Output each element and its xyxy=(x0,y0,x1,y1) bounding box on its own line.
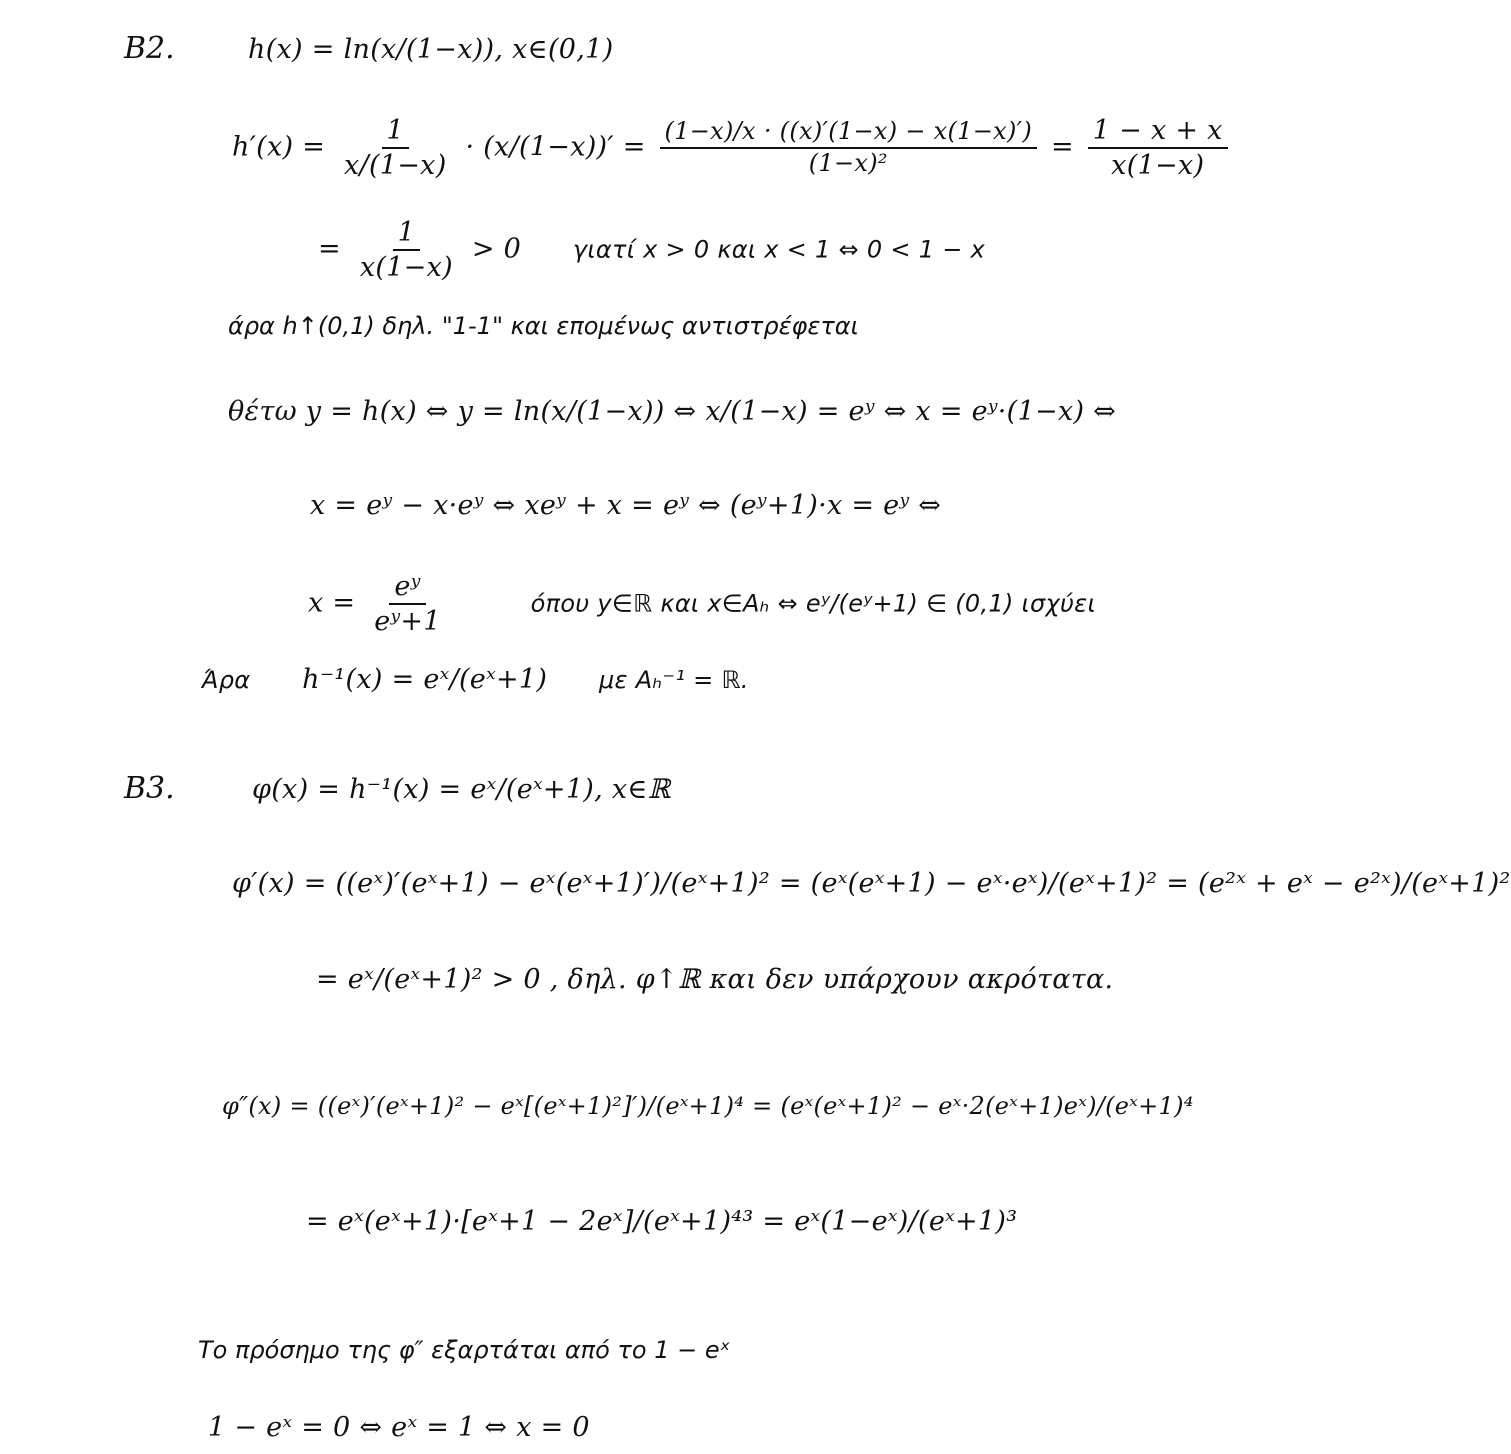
b2-inverse-x-left: x = xyxy=(308,587,356,619)
b2-derivative-factor-denominator: x/(1−x) xyxy=(344,150,447,182)
b2-simplified-line xyxy=(318,218,985,282)
b2-derivative-line xyxy=(232,116,1233,180)
b2-simplified-prefix: = xyxy=(318,233,341,265)
b2-simplified-suffix: > 0 xyxy=(471,233,522,265)
b2-derivative-factor-numerator: 1 xyxy=(382,116,409,149)
b2-definition: h(x) = ln(x/(1−x)), x∈(0,1) xyxy=(248,34,614,65)
b2-result-formula: h⁻¹(x) = eˣ/(eˣ+1) xyxy=(302,664,548,695)
b2-derivative-result-fraction xyxy=(1088,116,1228,180)
b2-derivative-left: h′(x) = xyxy=(232,131,326,163)
b3-label: B3. xyxy=(124,771,175,806)
b2-inverse-x-numerator: eʸ xyxy=(389,572,425,605)
b3-second-derivative-1: φ″(x) = ((eˣ)′(eˣ+1)² − eˣ[(eˣ+1)²]′)/(eˣ+1)⁴ = (eˣ(eˣ+1)² − eˣ·2(eˣ+1)eˣ)/(eˣ+1)⁴ xyxy=(222,1092,1194,1120)
b2-inverse-x-denominator: eʸ+1 xyxy=(374,606,441,638)
b2-simplified-numerator: 1 xyxy=(393,218,420,251)
b3-definition: φ(x) = h⁻¹(x) = eˣ/(eˣ+1), x∈ℝ xyxy=(252,774,671,805)
b2-derivative-result-denominator: x(1−x) xyxy=(1111,150,1205,182)
b3-sign-text: Το πρόσημο της φ″ εξαρτάται από το 1 − eˣ xyxy=(198,1336,731,1364)
b2-derivative-middle: · (x/(1−x))′ = xyxy=(465,131,646,163)
b2-inverse-x-fraction xyxy=(369,572,446,636)
b2-result-line xyxy=(202,666,749,693)
b2-simplified-denominator: x(1−x) xyxy=(359,252,453,284)
b2-inverse-x-line xyxy=(308,572,1096,636)
b2-domain-condition: όπου y∈ℝ και x∈Aₕ ⇔ eʸ/(eʸ+1) ∈ (0,1) ισχύει xyxy=(530,589,1096,618)
b2-derivative-result-numerator: 1 − x + x xyxy=(1088,116,1228,149)
b2-inverse-setup: θέτω y = h(x) ⇔ y = ln(x/(1−x)) ⇔ x/(1−x) = eʸ ⇔ x = eʸ·(1−x) ⇔ xyxy=(228,396,1117,427)
b2-derivative-chain-denominator: (1−x)² xyxy=(808,149,888,178)
b2-derivative-chain-numerator: (1−x)/x · ((x)′(1−x) − x(1−x)′) xyxy=(660,119,1038,149)
b2-result-prefix: Άρα xyxy=(202,666,251,694)
b2-monotonicity: άρα h↑(0,1) δηλ. "1-1" και επομένως αντιστρέφεται xyxy=(228,312,859,340)
b2-simplified-fraction xyxy=(355,218,458,282)
b2-result-domain: με Aₕ⁻¹ = ℝ. xyxy=(598,666,749,694)
b2-derivative-equals: = xyxy=(1050,131,1074,163)
b3-zero-condition: 1 − eˣ = 0 ⇔ eˣ = 1 ⇔ x = 0 xyxy=(208,1412,590,1443)
b2-reason: γιατί x > 0 και x < 1 ⇔ 0 < 1 − x xyxy=(572,235,986,264)
b2-derivative-factor-fraction xyxy=(339,116,452,180)
b3-second-derivative-2: = eˣ(eˣ+1)·[eˣ+1 − 2eˣ]/(eˣ+1)⁴³ = eˣ(1−eˣ)/(eˣ+1)³ xyxy=(306,1206,1018,1237)
b2-derivative-chain-fraction xyxy=(660,119,1038,177)
b3-first-derivative-1: φ′(x) = ((eˣ)′(eˣ+1) − eˣ(eˣ+1)′)/(eˣ+1)² = (eˣ(eˣ+1) − eˣ·eˣ)/(eˣ+1)² = (e²ˣ + eˣ − e²ˣ)/(eˣ+1)² xyxy=(232,868,1511,899)
b2-inverse-step: x = eʸ − x·eʸ ⇔ xeʸ + x = eʸ ⇔ (eʸ+1)·x = eʸ ⇔ xyxy=(310,490,942,521)
b2-label: B2. xyxy=(124,31,175,66)
b3-first-derivative-2: = eˣ/(eˣ+1)² > 0 , δηλ. φ↑ℝ και δεν υπάρχουν ακρότατα. xyxy=(316,964,1114,995)
